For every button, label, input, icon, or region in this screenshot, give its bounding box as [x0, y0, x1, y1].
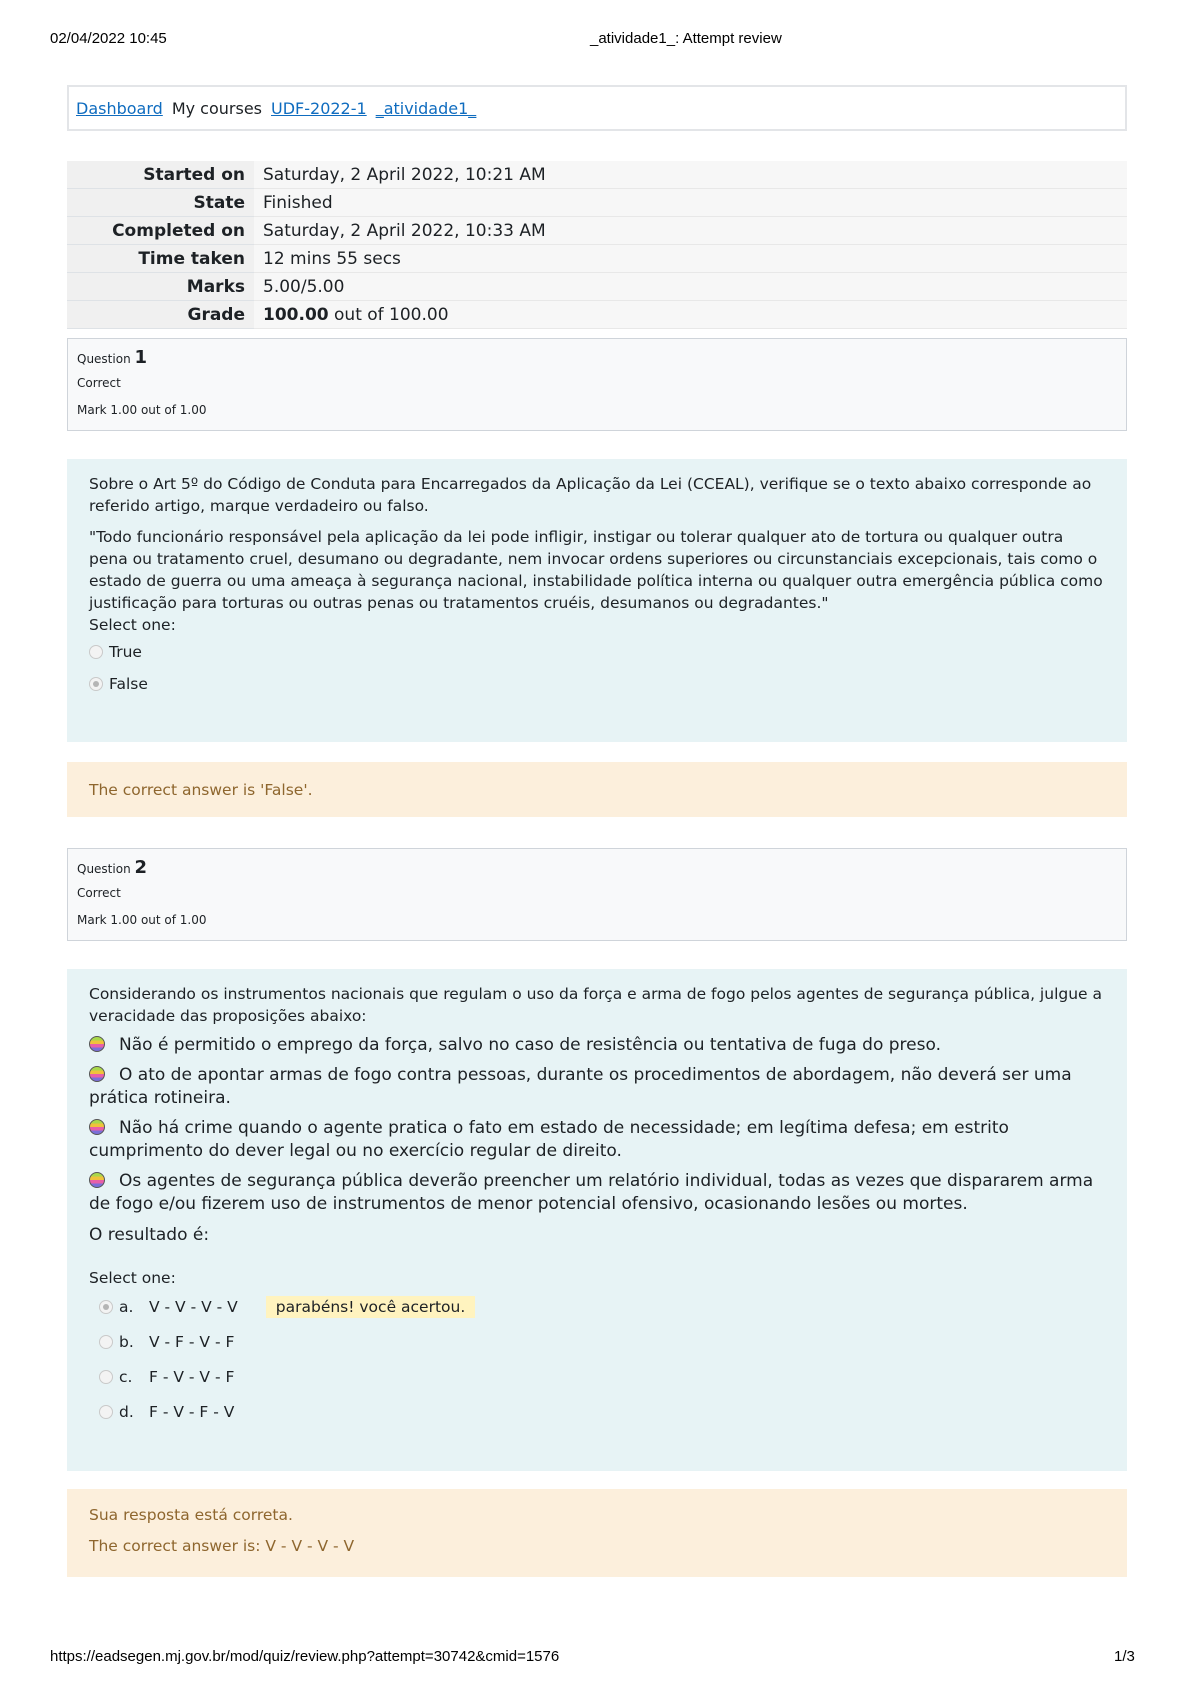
question-status: Correct	[77, 376, 121, 390]
radio-d[interactable]	[99, 1405, 113, 1419]
summary-label: Marks	[67, 273, 254, 301]
breadcrumb-course[interactable]: UDF-2022-1	[271, 98, 367, 118]
summary-row	[67, 273, 1127, 301]
summary-value: Saturday, 2 April 2022, 10:21 AM	[254, 161, 1127, 189]
summary-row	[67, 301, 1127, 329]
summary-value: 5.00/5.00	[254, 273, 1127, 301]
summary-value: Finished	[254, 189, 1127, 217]
correct-answer-text: The correct answer is 'False'.	[89, 780, 313, 799]
proposition: Não há crime quando o agente pratica o fato em estado de necessidade; em legítima defesa; em estrito cumprimento do dever legal ou no exercício regular de direito.	[89, 1118, 1009, 1161]
select-prompt: Select one:	[89, 1269, 176, 1287]
option-letter: b.	[119, 1332, 134, 1351]
option-d[interactable]	[89, 1394, 1105, 1429]
question-mark: Mark 1.00 out of 1.00	[77, 403, 207, 417]
option-feedback: parabéns! você acertou.	[266, 1296, 476, 1318]
question-quote: "Todo funcionário responsável pela aplicação da lei pode infligir, instigar ou tolerar qualquer ato de tortura ou qualquer outra pena ou tratamento cruel, desumano ou degradante, nem invocar ordens superiores ou circunstanciais excepcionais, tais como o estado de guerra ou uma ameaça à segurança nacional, instabilidade política interna ou qualquer outra emergência pública como justificação para torturas ou outras penas ou tratamentos cruéis, desumanos ou degradantes."	[89, 528, 1103, 612]
question-number: 2	[134, 857, 148, 878]
summary-label: Grade	[67, 301, 254, 329]
summary-row	[67, 189, 1127, 217]
summary-row	[67, 217, 1127, 245]
print-url: https://eadsegen.mj.gov.br/mod/quiz/review.php?attempt=30742&cmid=1576	[50, 1648, 560, 1665]
proposition: Não é permitido o emprego da força, salvo no caso de resistência ou tentativa de fuga do preso.	[89, 1034, 1105, 1057]
breadcrumb-dashboard[interactable]: Dashboard	[76, 98, 163, 118]
summary-label: Time taken	[67, 245, 254, 273]
summary-label: Started on	[67, 161, 254, 189]
result-prompt: O resultado é:	[89, 1225, 210, 1245]
question-label: Question	[77, 862, 131, 876]
grade-out-of: out of 100.00	[328, 304, 449, 325]
print-datetime: 02/04/2022 10:45	[50, 30, 167, 47]
summary-value: Saturday, 2 April 2022, 10:33 AM	[254, 217, 1127, 245]
question-2-content	[67, 969, 1127, 1471]
question-2-feedback	[67, 1489, 1127, 1577]
proposition: Os agentes de segurança pública deverão preencher um relatório individual, todas as vezes que dispararem arma de fogo e/ou fizerem uso de instrumentos de menor potencial ofensivo, ocasionando lesões ou mortes.	[89, 1171, 1094, 1214]
easter-egg-icon	[89, 1119, 105, 1135]
option-text: F - V - F - V	[149, 1402, 235, 1421]
question-label: Question	[77, 352, 131, 366]
option-label: False	[109, 675, 148, 693]
radio-b[interactable]	[99, 1335, 113, 1349]
question-status: Correct	[77, 886, 121, 900]
general-feedback: Sua resposta está correta.	[89, 1506, 293, 1524]
question-1-feedback	[67, 762, 1127, 817]
option-letter: c.	[119, 1367, 133, 1386]
breadcrumb-my-courses: My courses	[171, 98, 262, 118]
easter-egg-icon	[89, 1036, 105, 1052]
question-2-info	[67, 848, 1127, 941]
option-letter: a.	[119, 1297, 134, 1316]
proposition: O ato de apontar armas de fogo contra pessoas, durante os procedimentos de abordagem, não deverá ser uma prática rotineira.	[89, 1065, 1072, 1108]
summary-row	[67, 161, 1127, 189]
radio-c[interactable]	[99, 1370, 113, 1384]
option-b[interactable]	[89, 1324, 1105, 1359]
breadcrumb-activity[interactable]: _atividade1_	[375, 98, 477, 118]
grade-value: 100.00	[263, 304, 329, 325]
question-mark: Mark 1.00 out of 1.00	[77, 913, 207, 927]
breadcrumb	[67, 85, 1127, 131]
summary-value	[254, 301, 1127, 329]
radio-true[interactable]	[89, 645, 103, 659]
question-text: Considerando os instrumentos nacionais que regulam o uso da força e arma de fogo pelos agentes de segurança pública, julgue a veracidade das proposições abaixo:	[89, 985, 1102, 1025]
summary-label: Completed on	[67, 217, 254, 245]
option-true[interactable]	[89, 636, 1105, 668]
question-number: 1	[134, 347, 148, 368]
option-label: True	[109, 643, 142, 661]
easter-egg-icon	[89, 1172, 105, 1188]
print-title: _atividade1_: Attempt review	[590, 30, 782, 47]
option-a[interactable]	[89, 1289, 1105, 1324]
option-text: V - F - V - F	[149, 1332, 235, 1351]
option-text: F - V - V - F	[149, 1367, 235, 1386]
option-c[interactable]	[89, 1359, 1105, 1394]
correct-answer-text: The correct answer is: V - V - V - V	[89, 1537, 355, 1555]
option-letter: d.	[119, 1402, 134, 1421]
summary-label: State	[67, 189, 254, 217]
option-text: V - V - V - V	[149, 1297, 238, 1316]
question-1-info	[67, 338, 1127, 431]
summary-value: 12 mins 55 secs	[254, 245, 1127, 273]
question-text: Sobre o Art 5º do Código de Conduta para Encarregados da Aplicação da Lei (CCEAL), verifique se o texto abaixo corresponde ao referido artigo, marque verdadeiro ou falso.	[89, 475, 1092, 515]
select-prompt: Select one:	[89, 616, 176, 634]
attempt-summary-table	[67, 161, 1127, 329]
radio-false[interactable]	[89, 677, 103, 691]
print-page-number: 1/3	[1114, 1648, 1135, 1665]
summary-row	[67, 245, 1127, 273]
question-1-content	[67, 459, 1127, 742]
easter-egg-icon	[89, 1066, 105, 1082]
radio-a[interactable]	[99, 1300, 113, 1314]
option-false[interactable]	[89, 668, 1105, 700]
